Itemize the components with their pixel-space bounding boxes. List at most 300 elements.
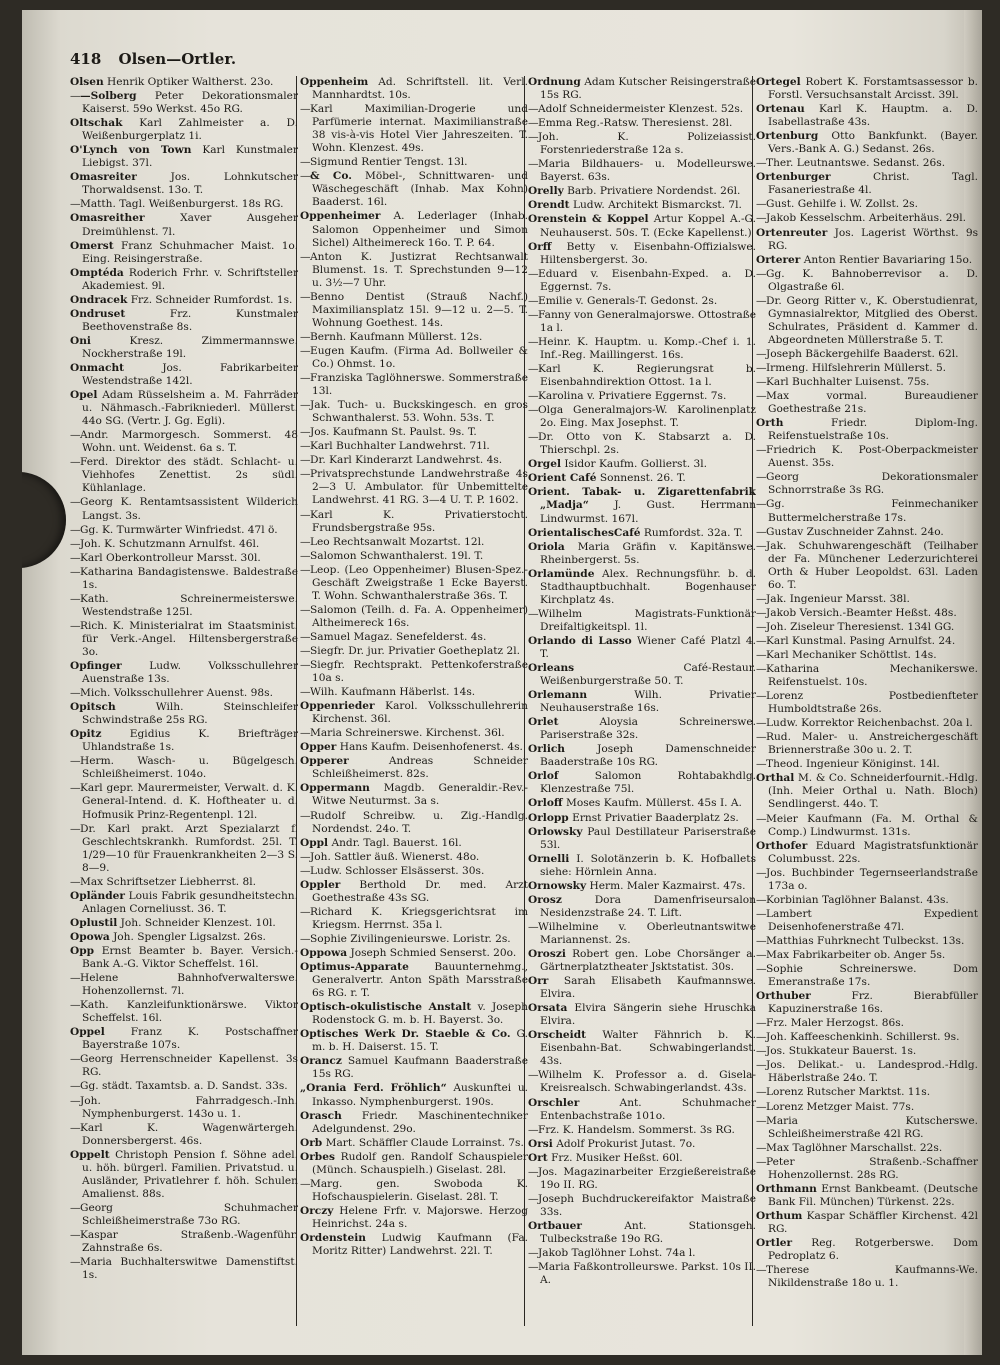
directory-entry — [528, 1124, 756, 1137]
entry-text: Gg. Feinmechaniker Buttermelcherstraße 17s. — [766, 498, 978, 524]
directory-entry — [70, 1095, 298, 1121]
entry-text: Kath. Kanzleifunktionärswe. Viktor Scheffelst. 16l. — [80, 999, 298, 1025]
entry-dash: — — [70, 1080, 81, 1093]
directory-entry — [756, 103, 978, 129]
entry-text: Gg. K. Bahnoberrevisor a. D. Olgastraße 6l. — [766, 267, 978, 293]
directory-entry — [300, 399, 528, 425]
entry-text: Henrik Optiker Waltherst. 23o. — [107, 76, 274, 88]
entry-text: Samuel Magaz. Senefelderst. 4s. — [310, 630, 487, 643]
entry-headword: Orthum — [756, 1209, 803, 1222]
entry-text: Isidor Kaufm. Gollierst. 3l. — [564, 458, 707, 471]
entry-text: Joh. Ziseleur Theresienst. 134l GG. — [766, 620, 955, 633]
directory-entry — [300, 251, 528, 290]
directory-entry — [300, 536, 528, 549]
entry-text: Adolf Prokurist Jutast. 7o. — [556, 1137, 696, 1150]
directory-entry — [528, 1261, 756, 1287]
directory-entry — [756, 894, 978, 907]
directory-entry — [300, 631, 528, 644]
directory-entry — [528, 241, 756, 267]
entry-headword: Opländer — [70, 889, 125, 902]
directory-entry — [70, 267, 298, 293]
directory-entry — [300, 686, 528, 699]
entry-text: Café-Restaur. Weißenburgerstraße 50. T. — [540, 662, 756, 688]
directory-entry — [70, 456, 298, 495]
entry-dash: — — [300, 170, 311, 183]
directory-entry — [300, 1178, 528, 1204]
directory-entry — [300, 755, 528, 781]
entry-dash: — — [756, 390, 767, 403]
directory-entry — [528, 213, 756, 239]
entry-dash: — — [70, 198, 81, 211]
entry-text: Wilhelm Magistrats-Funktionär Dreifaltigkeitspl. 1l. — [538, 607, 756, 633]
entry-text: Joseph Damenschneider Baaderstraße 10s RG. — [540, 743, 756, 769]
entry-dash: — — [300, 932, 311, 945]
entry-text: Samuel Kaufmann Baaderstraße 15s RG. — [312, 1055, 528, 1081]
entry-text: Elvira Sängerin siehe Hruschka Elvira. — [540, 1002, 756, 1028]
entry-text: Richard K. Kriegsgerichtsrat im Kriegsm. Herrnst. 35a l. — [310, 905, 528, 931]
directory-entry — [756, 1156, 978, 1182]
entry-dash: — — [756, 1031, 767, 1044]
entry-text: Franz Schuhmacher Maist. 1o. Eing. Reisingerstraße. — [82, 239, 298, 265]
entry-dash: — — [300, 603, 311, 616]
directory-entry — [528, 76, 756, 102]
directory-entry — [756, 1045, 978, 1058]
entry-text: Rud. Maler- u. Anstreichergeschäft Briennerstraße 30o u. 2. T. — [766, 731, 978, 757]
entry-text: Robert gen. Lobe Chorsänger a. Gärtnerplatztheater Jsktstatist. 30s. — [540, 948, 756, 974]
directory-entry — [70, 362, 298, 388]
directory-entry — [70, 823, 298, 875]
entry-text: Lorenz Postbedienfteter Humboldtstraße 26s. — [766, 690, 978, 716]
entry-dash: — — [70, 875, 81, 888]
entry-text: Benno Dentist (Strauß Nachf.) Maximiliansplatz 15l. 9—12 u. 2—5. T. Wohnung Goethest. 14s. — [310, 290, 528, 329]
entry-text: Max Fabrikarbeiter ob. Anger 5s. — [766, 949, 946, 961]
entry-text: Mich. Volksschullehrer Auenst. 98s. — [80, 687, 273, 700]
entry-text: Eugen Kaufm. (Firma Ad. Bollweiler & Co.) Ohmst. 1o. — [310, 344, 528, 370]
entry-dash: — — [528, 131, 539, 144]
entry-text: Frz. Musiker Heßst. 60l. — [551, 1151, 683, 1164]
directory-entry — [756, 76, 978, 102]
directory-entry — [756, 758, 978, 771]
entry-dash: — — [756, 907, 767, 920]
entry-text: Anton Rentier Bavariaring 15o. — [803, 253, 973, 266]
entry-dash: — — [756, 606, 767, 619]
entry-dash: — — [300, 330, 311, 343]
entry-dash: — — [70, 1053, 81, 1066]
entry-text: Sigmund Rentier Tengst. 13l. — [310, 156, 468, 169]
entry-text: Franziska Taglöhnerswe. Sommerstraße 13l. — [310, 372, 528, 398]
entry-text: Maria Schreinerswe. Kirchenst. 36l. — [310, 727, 505, 740]
directory-entry — [70, 876, 298, 889]
directory-entry — [528, 948, 756, 974]
entry-text: Ludw. Korrektor Reichenbachst. 20a l. — [766, 717, 973, 730]
entry-text: Bernh. Kaufmann Müllerst. 12s. — [310, 330, 483, 343]
entry-text: Georg K. Rentamtsassistent Wilderich Langst. 3s. — [80, 496, 298, 522]
directory-entry — [528, 1193, 756, 1219]
page-header — [70, 50, 236, 72]
entry-headword: Oppermann — [300, 782, 370, 795]
entry-text: Reg. Rotgerberswe. Dom Pedroplatz 6. — [768, 1236, 978, 1263]
entry-text: Egidius K. Briefträger Uhlandstraße 1s. — [82, 728, 298, 754]
directory-entry — [756, 348, 978, 361]
entry-dash: — — [756, 1100, 767, 1113]
entry-headword: Orancz — [300, 1055, 342, 1068]
directory-entry — [756, 268, 978, 294]
entry-text: Adam Kutscher Reisingerstraße 15s RG. — [540, 76, 756, 102]
entry-text: Frz. Kunstmaler Beethovenstraße 8s. — [82, 307, 298, 333]
entry-dash: — — [70, 755, 81, 768]
entry-text: Barb. Privatiere Nordendst. 26l. — [567, 185, 741, 198]
directory-entry — [300, 170, 528, 209]
entry-text: Lambert Expedient Deisenhofenerstraße 47l. — [766, 907, 978, 933]
entry-headword: Oroszi — [528, 948, 566, 960]
entry-headword: Orthal — [756, 772, 795, 785]
entry-headword: Optimus-Apparate — [300, 961, 409, 974]
directory-entry — [300, 103, 528, 155]
entry-text: Gg. K. Turmwärter Winfriedst. 47l ö. — [80, 523, 278, 536]
entry-text: Gustav Zuschneider Zahnst. 24o. — [766, 525, 944, 538]
entry-dash: — — [70, 972, 81, 985]
entry-text: Karl K. Hauptm. a. D. Isabellastraße 43s. — [768, 103, 978, 129]
entry-text: Eduard Magistratsfunktionär Columbusst. 22s. — [768, 839, 978, 865]
entry-text: v. Joseph Rodenstock G. m. b. H. Bayerst. 3o. — [312, 1001, 528, 1027]
entry-text: Katharina Bandagistenswe. Baldestraße 1s. — [80, 565, 298, 591]
directory-entry — [528, 716, 756, 742]
directory-entry — [70, 728, 298, 754]
directory-entry — [528, 894, 756, 920]
entry-text: Jos. Lohnkutscher Thorwaldsenst. 13o. T. — [82, 171, 298, 197]
directory-entry — [528, 770, 756, 796]
entry-text: Kaspar Schäffler Kirchenst. 42l RG. — [768, 1209, 978, 1235]
directory-entry — [756, 1264, 978, 1290]
entry-text: Peter Dekorationsmaler Kaiserst. 59o Werkst. 45o RG. — [82, 90, 298, 116]
entry-text: Ludw. Volksschullehrer Auenstraße 13s. — [82, 660, 298, 686]
directory-entry — [70, 1026, 298, 1052]
directory-column-4 — [756, 76, 978, 1346]
entry-headword: Oppenrieder — [300, 700, 375, 713]
entry-dash: — — [300, 905, 311, 918]
entry-dash: — — [756, 1141, 767, 1154]
entry-text: Joh. Sattler äuß. Wienerst. 48o. — [310, 850, 480, 863]
entry-headword: Orelly — [528, 185, 564, 198]
directory-entry — [300, 468, 528, 507]
entry-text: Karol. Volksschullehrerin Kirchenst. 36l. — [312, 700, 528, 726]
directory-entry — [300, 1151, 528, 1177]
entry-text: Katharina Mechanikerswe. Reifenstuelst. 10s. — [766, 663, 978, 689]
entry-text: Max vormal. Bureaudiener Goethestraße 21s. — [766, 390, 978, 416]
directory-entry — [300, 837, 528, 850]
directory-entry — [756, 593, 978, 606]
entry-dash: — — [756, 648, 767, 661]
entry-text: Frz. Maler Herzogst. 86s. — [766, 1017, 905, 1030]
entry-text: Kresz. Zimmermannswe. Nockherstraße 19l. — [82, 334, 298, 360]
entry-text: Maria Faßkontrolleurswe. Parkst. 10s II. A. — [538, 1261, 756, 1287]
running-title: Olsen—Ortler. — [118, 50, 237, 68]
entry-dash: — — [70, 687, 81, 700]
entry-text: Matth. Tagl. Weißenburgerst. 18s RG. — [80, 198, 284, 211]
directory-entry — [756, 772, 978, 811]
entry-text: Leo Rechtsanwalt Mozartst. 12l. — [310, 535, 485, 548]
directory-entry — [756, 1101, 978, 1114]
entry-headword: Orsi — [528, 1137, 553, 1150]
directory-column-3 — [528, 76, 756, 1346]
entry-text: Kaspar Straßenb.-Wagenführ. Zahnstraße 6s. — [80, 1228, 298, 1255]
entry-dash: — — [300, 809, 311, 822]
entry-text: Jakob Taglöhner Lohst. 74a l. — [538, 1247, 696, 1260]
entry-dash: — — [300, 563, 311, 576]
directory-entry — [70, 198, 298, 211]
entry-text: Fanny von Generalmajorswe. Ottostraße 1a l. — [538, 308, 756, 334]
entry-dash: — — [528, 362, 539, 375]
directory-entry — [528, 662, 756, 688]
directory-entry — [528, 1220, 756, 1246]
directory-entry — [756, 540, 978, 592]
entry-headword: Ortenburger — [756, 171, 831, 184]
entry-headword: Orschler — [528, 1096, 580, 1109]
directory-entry — [70, 538, 298, 551]
entry-text: Meier Kaufmann (Fa. M. Orthal & Comp.) Lindwurmst. 131s. — [766, 812, 978, 838]
entry-text: Joh. K. Schutzmann Arnulfst. 46l. — [80, 537, 260, 550]
entry-dash: — — [300, 399, 311, 412]
entry-dash: — — [70, 537, 81, 550]
entry-dash: — — [756, 525, 767, 538]
entry-text: Georg Schuhmacher Schleißheimerstraße 73o RG. — [80, 1201, 298, 1227]
directory-entry — [528, 404, 756, 430]
entry-text: Louis Fabrik gesundheitstechn. Anlagen Corneliusst. 36. T. — [82, 889, 298, 915]
directory-entry — [300, 210, 528, 249]
entry-headword: Orlando di Lasso — [528, 634, 632, 647]
entry-text: Max Taglöhner Marschallst. 22s. — [766, 1141, 943, 1154]
entry-dash: — — [70, 822, 81, 835]
entry-text: Moses Kaufm. Müllerst. 45s I. A. — [565, 797, 742, 810]
entry-headword: Oppowa — [300, 947, 348, 959]
entry-text: Jak. Ingenieur Marsst. 38l. — [766, 592, 910, 605]
entry-text: Lorenz Metzger Maist. 77s. — [766, 1100, 915, 1113]
directory-entry — [70, 524, 298, 537]
entry-dash: — — [70, 592, 81, 605]
entry-dash: — — [70, 551, 81, 564]
entry-headword: Orlet — [528, 716, 559, 729]
entry-dash: — — [528, 267, 539, 280]
entry-text: Sarah Elisabeth Kaufmannswe. Elvira. — [540, 975, 756, 1001]
entry-text: Herm. Maler Kazmairst. 47s. — [589, 879, 746, 892]
entry-text: Aloysia Schreinerswe. Pariserstraße 32s. — [540, 716, 756, 742]
entry-text: Karl Buchhalter Landwehrst. 71l. — [310, 440, 490, 453]
entry-text: M. & Co. Schneiderfournit.-Hdlg. (Inh. Meier Orthal u. Nath. Bloch) Sendlingerst. 44o. T. — [768, 772, 978, 811]
entry-headword: Orthofer — [756, 839, 808, 852]
directory-entry — [300, 331, 528, 344]
directory-entry — [756, 621, 978, 634]
directory-entry — [528, 1069, 756, 1095]
directory-page — [22, 10, 982, 1355]
directory-entry — [756, 635, 978, 648]
entry-headword: Oppelt — [70, 1148, 110, 1161]
directory-entry — [70, 552, 298, 565]
entry-dash: — — [70, 999, 81, 1012]
directory-entry — [70, 1053, 298, 1079]
entry-text: Berthold Dr. med. Arzt Goethestraße 43s SG. — [312, 878, 528, 904]
entry-dash: — — [300, 686, 311, 699]
directory-entry — [528, 527, 756, 540]
entry-text: Karl Zahlmeister a. D. Weißenburgerplatz 1i. — [82, 117, 298, 143]
directory-entry — [300, 659, 528, 685]
entry-text: Friedrich K. Post-Oberpackmeister Auenst. 35s. — [766, 444, 978, 470]
entry-dash: — — [756, 812, 767, 825]
entry-headword: Onmacht — [70, 361, 125, 374]
entry-text: Theod. Ingenieur Königinst. 14l. — [766, 758, 940, 771]
entry-text: Emilie v. Generals-T. Gedonst. 2s. — [538, 294, 718, 307]
entry-dash: — — [756, 949, 767, 961]
directory-entry — [756, 417, 978, 443]
entry-headword: Orient Café — [528, 472, 597, 485]
directory-entry — [756, 295, 978, 347]
entry-text: Maria Buchhalterswitwe Damenstiftst. 1s. — [80, 1256, 298, 1282]
entry-text: Jos. Kaufmann St. Paulst. 9s. T. — [310, 426, 477, 439]
entry-dash: — — [70, 456, 81, 469]
entry-text: Karl Oberkontrolleur Marsst. 30l. — [80, 551, 261, 564]
directory-entry — [756, 444, 978, 470]
entry-dash: — — [756, 1086, 767, 1099]
entry-headword: Opperer — [300, 755, 349, 768]
directory-entry — [70, 999, 298, 1025]
entry-headword: Orr — [528, 975, 549, 988]
entry-text: Siegfr. Rechtsprakt. Pettenkoferstraße 10a s. — [310, 659, 528, 685]
entry-dash: — — [70, 496, 81, 509]
directory-entry — [756, 908, 978, 934]
entry-headword: Ort — [528, 1151, 548, 1164]
entry-text: Jakob Kesselschm. Arbeiterhäus. 29l. — [766, 212, 967, 225]
entry-text: Jak. Tuch- u. Buckskingesch. en gros Schwanthalerst. 53. Wohn. 53s. T. — [310, 399, 528, 425]
entry-dash: — — [528, 103, 539, 116]
entry-text: Ernst Bankbeamt. (Deutsche Bank Fil. München) Türkenst. 22s. — [768, 1182, 978, 1208]
entry-headword: Ondracek — [70, 293, 128, 306]
entry-dash: — — [300, 659, 311, 672]
directory-entry — [528, 185, 756, 198]
directory-entry — [300, 727, 528, 740]
entry-text: Gust. Gehilfe i. W. Zollst. 2s. — [766, 198, 918, 211]
directory-entry — [756, 376, 978, 389]
entry-text: Wilh. Steinschleifer Schwindstraße 25s RG. — [82, 701, 298, 727]
directory-entry — [528, 1247, 756, 1260]
entry-text: Jos. Lagerist Wörthst. 9s RG. — [768, 226, 978, 252]
entry-headword: Orosz — [528, 893, 562, 906]
entry-headword: Oppel — [70, 1026, 105, 1039]
entry-text: Maria Bildhauers- u. Modelleurswe. Bayerst. 63s. — [538, 158, 756, 184]
entry-headword: Opper — [300, 741, 337, 754]
entry-headword: Orb — [300, 1136, 323, 1149]
directory-entry — [70, 76, 298, 89]
directory-entry — [70, 782, 298, 821]
directory-entry — [70, 389, 298, 428]
entry-dash: — — [528, 1069, 539, 1082]
directory-entry — [300, 741, 528, 754]
entry-text: Andr. Marmorgesch. Sommerst. 48 Wohn. unt. Weidenst. 6a s. T. — [80, 429, 298, 455]
entry-headword: Oltschak — [70, 117, 123, 130]
entry-dash: — — [300, 468, 311, 481]
entry-dash: — — [756, 267, 767, 280]
entry-headword: O'Lynch von Town — [70, 144, 192, 157]
directory-entry — [300, 933, 528, 946]
entry-dash: — — [70, 619, 81, 632]
directory-entry — [300, 906, 528, 932]
entry-text: Karl Kunstmaler Liebigst. 37l. — [82, 144, 298, 170]
entry-headword: —Solberg — [80, 90, 137, 103]
entry-headword: Opowa — [70, 930, 110, 943]
directory-entry — [300, 372, 528, 398]
entry-text: Christoph Pension f. Söhne adel. u. höh. bürgerl. Familien. Privatstud. u. Ausländer, Privatlehrer f. höh. Schulen Amalienst. 88s. — [82, 1148, 298, 1200]
entry-headword: Orczy — [300, 1204, 334, 1217]
entry-headword: Omasreither — [70, 212, 145, 225]
directory-entry — [528, 975, 756, 1001]
directory-entry — [528, 826, 756, 852]
entry-headword: OrientalischesCafé — [528, 526, 641, 539]
entry-headword: Omerst — [70, 239, 114, 252]
directory-entry — [300, 156, 528, 169]
directory-entry — [70, 945, 298, 971]
directory-entry — [300, 947, 528, 960]
directory-entry — [528, 431, 756, 457]
entry-text: Emma Reg.-Ratsw. Theresienst. 28l. — [538, 117, 733, 130]
entry-text: Jos. Delikat.- u. Landesprod.-Hdlg. Häberlstraße 24o. T. — [766, 1059, 978, 1085]
directory-entry — [70, 429, 298, 455]
entry-text: Marg. gen. Swoboda K. Hofschauspielerin. Giselast. 28l. T. — [310, 1177, 528, 1203]
directory-entry — [756, 130, 978, 156]
entry-headword: Oplustil — [70, 916, 118, 929]
entry-dash: — — [300, 344, 311, 357]
entry-text: Jos. Magazinarbeiter Erzgießereistraße 19o II. RG. — [538, 1165, 756, 1191]
entry-headword: Orlich — [528, 743, 566, 756]
directory-entry — [528, 295, 756, 308]
entry-dash: — — [756, 592, 767, 605]
directory-entry — [70, 972, 298, 998]
entry-text: Maria Kutscherswe. Schleißheimerstraße 42l RG. — [766, 1114, 978, 1140]
entry-text: Andr. Tagl. Bauerst. 16l. — [331, 836, 462, 849]
entry-dash: — — [70, 782, 81, 795]
entry-text: Joseph Bäckergehilfe Baaderst. 62l. — [766, 347, 959, 360]
entry-headword: Opfinger — [70, 660, 122, 673]
directory-entry — [756, 649, 978, 662]
entry-text: Georg Dekorationsmaler Schnorrstraße 3s RG. — [766, 471, 978, 497]
entry-headword: Opitsch — [70, 701, 116, 714]
directory-entry — [70, 212, 298, 238]
entry-headword: Ornowsky — [528, 879, 587, 892]
entry-text: Karl gepr. Maurermeister, Verwalt. d. K. General-Intend. d. K. Hoftheater u. d. Hofmusik Prinz-Regentenpl. 12l. — [80, 782, 298, 821]
directory-entry — [528, 1029, 756, 1068]
directory-entry — [300, 76, 528, 102]
entry-text: Salomon Rohtabakhdlg. Klenzestraße 75l. — [540, 770, 756, 796]
entry-text: Xaver Ausgeher Dreimühlenst. 7l. — [82, 212, 298, 238]
entry-text: Frz. Bierabfüller Kapuzinerstraße 16s. — [768, 990, 978, 1016]
entry-dash: — — [756, 758, 767, 771]
directory-column-1 — [70, 76, 298, 1346]
directory-entry — [70, 931, 298, 944]
entry-dash: — — [756, 444, 767, 457]
entry-headword: Orient. Tabak- u. Zigarettenfabrik „Madja“ — [528, 486, 756, 512]
directory-entry — [300, 550, 528, 563]
directory-entry — [70, 294, 298, 307]
directory-entry — [756, 1086, 978, 1099]
entry-headword: Opitz — [70, 728, 102, 741]
entry-text: J. Gust. Herrmann Lindwurmst. 167l. — [540, 499, 756, 525]
directory-entry — [528, 472, 756, 485]
entry-dash: — — [300, 103, 311, 116]
entry-text: Joh. Spengler Ligsalzst. 26s. — [113, 930, 266, 943]
directory-entry — [70, 90, 298, 116]
entry-text: Salomon Schwanthalerst. 19l. T. — [310, 549, 484, 562]
entry-text: Joh. Schneider Klenzest. 10l. — [120, 916, 276, 929]
entry-text: Heinr. K. Hauptm. u. Komp.-Chef i. 1. Inf.-Reg. Maillingerst. 16s. — [538, 335, 756, 361]
entry-text: Therese Kaufmanns-We. Nikildenstraße 18o u. 1. — [766, 1264, 978, 1290]
entry-text: Joh. K. Polizeiassist. Forstenriederstraße 12a s. — [538, 131, 756, 157]
